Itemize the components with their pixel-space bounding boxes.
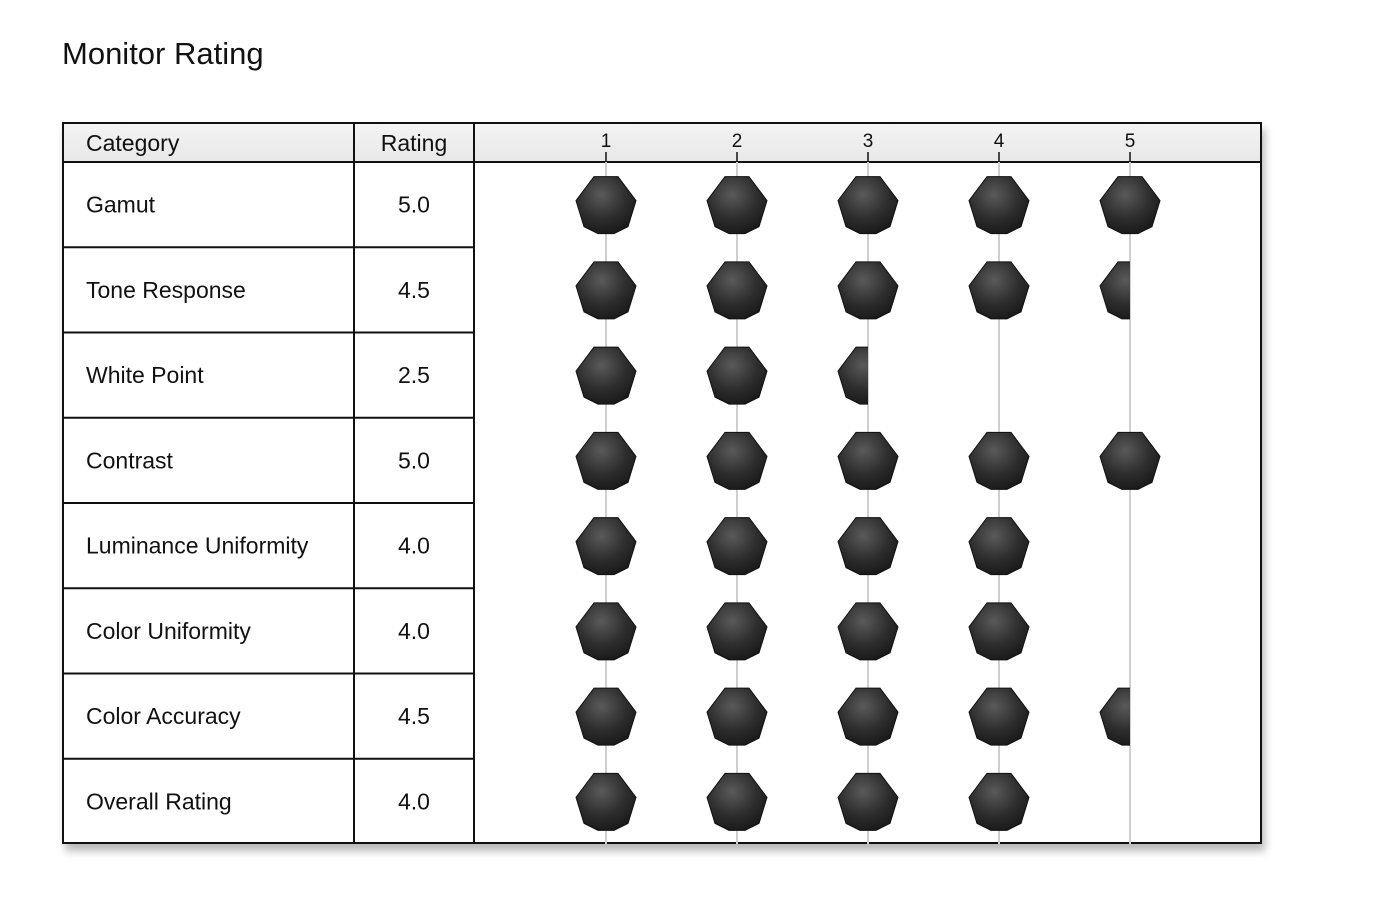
column-header-rating: Rating: [380, 130, 448, 156]
knob-icon: [707, 177, 767, 234]
knob-icon: [969, 177, 1029, 234]
column-header-category: Category: [86, 130, 180, 156]
half-knob-icon: [1100, 262, 1160, 319]
knob-icon: [838, 688, 898, 745]
category-label: Gamut: [86, 191, 156, 218]
knob-icon: [838, 518, 898, 575]
rating-value: 4.0: [398, 617, 430, 644]
knob-icon: [576, 262, 636, 319]
knob-icon: [969, 688, 1029, 745]
knob-icon: [838, 262, 898, 319]
rating-table: [62, 122, 1262, 844]
rating-value: 4.5: [398, 276, 430, 303]
rating-value: 2.5: [398, 362, 430, 389]
header-background: [62, 122, 1262, 162]
knob-icon: [838, 177, 898, 234]
knob-icon: [969, 603, 1029, 660]
knob-icon: [707, 688, 767, 745]
knob-icon: [969, 773, 1029, 830]
category-label: Overall Rating: [86, 788, 232, 815]
rating-value: 5.0: [398, 447, 430, 474]
knob-icon: [838, 432, 898, 489]
category-label: Color Accuracy: [86, 703, 241, 730]
knob-icon: [969, 262, 1029, 319]
knob-icon: [576, 688, 636, 745]
knob-icon: [707, 603, 767, 660]
category-label: Luminance Uniformity: [86, 532, 309, 559]
category-label: Tone Response: [86, 276, 246, 303]
knob-icon: [576, 518, 636, 575]
scale-tick-label: 4: [993, 131, 1005, 152]
knob-icon: [707, 347, 767, 404]
rating-value: 4.0: [398, 532, 430, 559]
knob-icon: [576, 773, 636, 830]
knob-icon: [838, 603, 898, 660]
knob-icon: [576, 347, 636, 404]
scale-tick-label: 2: [731, 131, 743, 152]
knob-icon: [707, 262, 767, 319]
category-label: Contrast: [86, 447, 173, 474]
rating-value: 5.0: [398, 191, 430, 218]
scale-tick-label: 5: [1124, 131, 1136, 152]
rating-chart: [62, 122, 1262, 844]
knob-icon: [1100, 432, 1160, 489]
knob-icon: [576, 432, 636, 489]
half-knob-icon: [838, 347, 898, 404]
knob-icon: [969, 432, 1029, 489]
knob-icon: [838, 773, 898, 830]
knob-icon: [707, 773, 767, 830]
rating-value: 4.0: [398, 788, 430, 815]
knob-icon: [576, 603, 636, 660]
table-border: [63, 123, 1261, 843]
knob-icon: [707, 518, 767, 575]
knob-icon: [707, 432, 767, 489]
rating-value: 4.5: [398, 703, 430, 730]
knob-icon: [576, 177, 636, 234]
knob-icon: [969, 518, 1029, 575]
half-knob-icon: [1100, 688, 1160, 745]
category-label: Color Uniformity: [86, 617, 251, 644]
knob-icon: [1100, 177, 1160, 234]
scale-tick-label: 1: [600, 131, 612, 152]
page-title: Monitor Rating: [62, 36, 264, 71]
scale-tick-label: 3: [862, 131, 874, 152]
category-label: White Point: [86, 362, 204, 389]
